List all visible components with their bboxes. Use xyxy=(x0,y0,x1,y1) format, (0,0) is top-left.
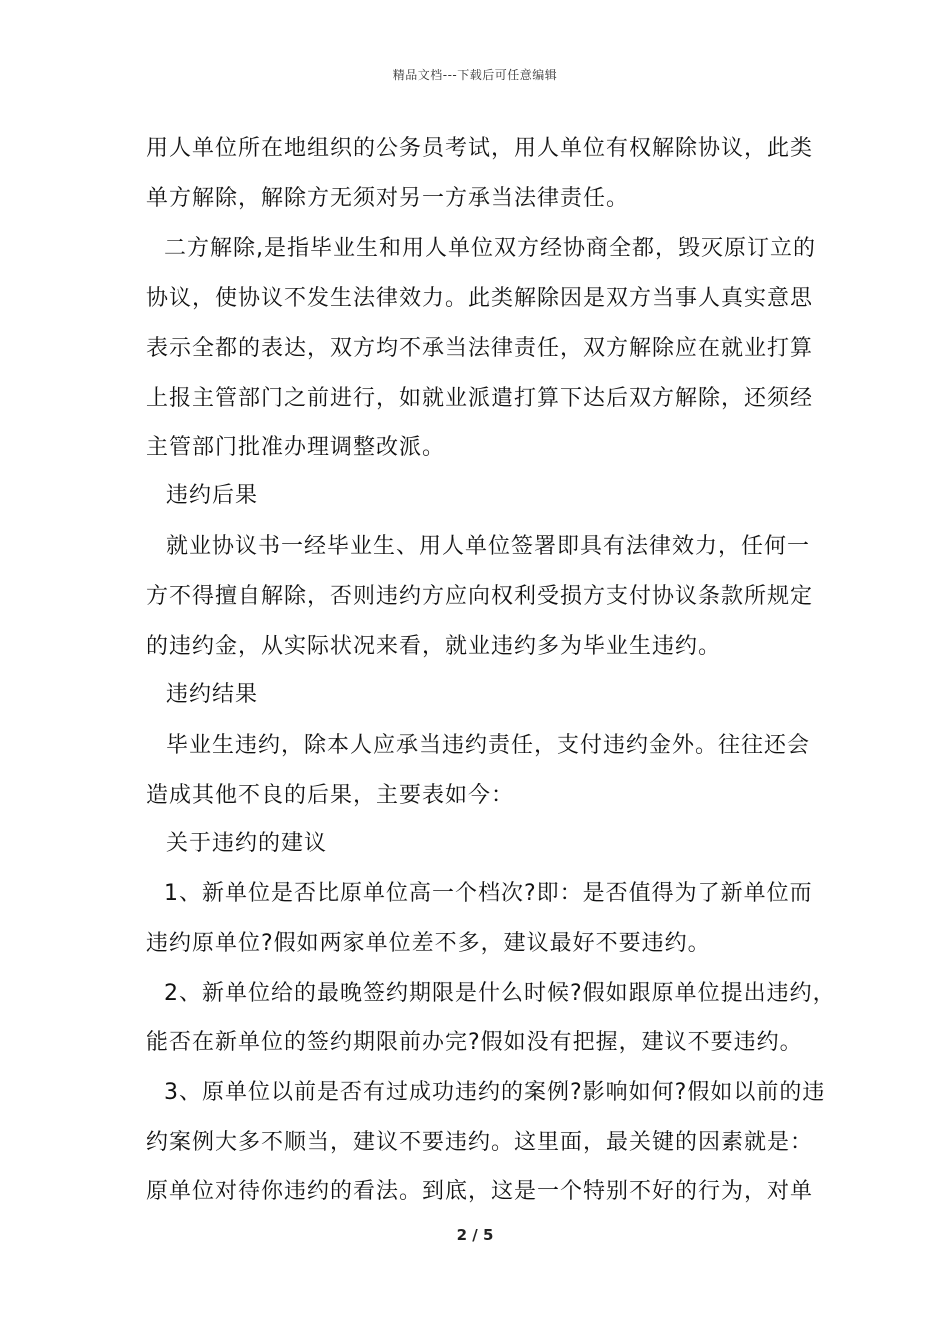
paragraph-line: 就业协议书一经毕业生、用人单位签署即具有法律效力，任何一 xyxy=(166,534,811,559)
paragraph-line: 用人单位所在地组织的公务员考试，用人单位有权解除协议，此类 xyxy=(146,136,814,161)
section-heading: 违约结果 xyxy=(166,682,259,707)
paragraph-line: 协议，使协议不发生法律效力。此类解除因是双方当事人真实意思 xyxy=(146,286,814,311)
paragraph-line: 上报主管部门之前进行，如就业派遣打算下达后双方解除，还须经 xyxy=(146,386,814,411)
paragraph-line: 单方解除，解除方无须对另一方承当法律责任。 xyxy=(146,186,630,211)
paragraph-line: 主管部门批准办理调整改派。 xyxy=(146,435,446,460)
paragraph-line: 表示全都的表达，双方均不承当法律责任，双方解除应在就业打算 xyxy=(146,336,814,361)
list-item-line: 原单位对待你违约的看法。到底，这是一个特别不好的行为，对单 xyxy=(146,1179,814,1204)
paragraph-line: 毕业生违约，除本人应承当违约责任，支付违约金外。往往还会 xyxy=(166,733,811,758)
page-number: 2 / 5 xyxy=(456,1226,494,1244)
list-item-line: 能否在新单位的签约期限前办完?假如没有把握，建议不要违约。 xyxy=(146,1030,803,1055)
paragraph-line: 方不得擅自解除，否则违约方应向权利受损方支付协议条款所规定 xyxy=(146,584,814,609)
list-item-line: 3、原单位以前是否有过成功违约的案例?影响如何?假如以前的违 xyxy=(164,1080,826,1105)
paragraph-line: 二方解除,是指毕业生和用人单位双方经协商全都，毁灭原订立的 xyxy=(164,236,816,261)
list-item-line: 1、新单位是否比原单位高一个档次?即：是否值得为了新单位而 xyxy=(164,881,813,906)
page-header: 精品文档---下载后可任意编辑 xyxy=(392,68,558,82)
section-heading: 关于违约的建议 xyxy=(166,831,328,856)
list-item-line: 违约原单位?假如两家单位差不多，建议最好不要违约。 xyxy=(146,931,711,956)
paragraph-line: 的违约金，从实际状况来看，就业违约多为毕业生违约。 xyxy=(146,634,722,659)
list-item-line: 约案例大多不顺当，建议不要违约。这里面，最关键的因素就是： xyxy=(146,1130,814,1155)
list-item-line: 2、新单位给的最晚签约期限是什么时候?假如跟原单位提出违约， xyxy=(164,981,836,1006)
section-heading: 违约后果 xyxy=(166,483,259,508)
paragraph-line: 造成其他不良的后果，主要表如今： xyxy=(146,783,515,808)
